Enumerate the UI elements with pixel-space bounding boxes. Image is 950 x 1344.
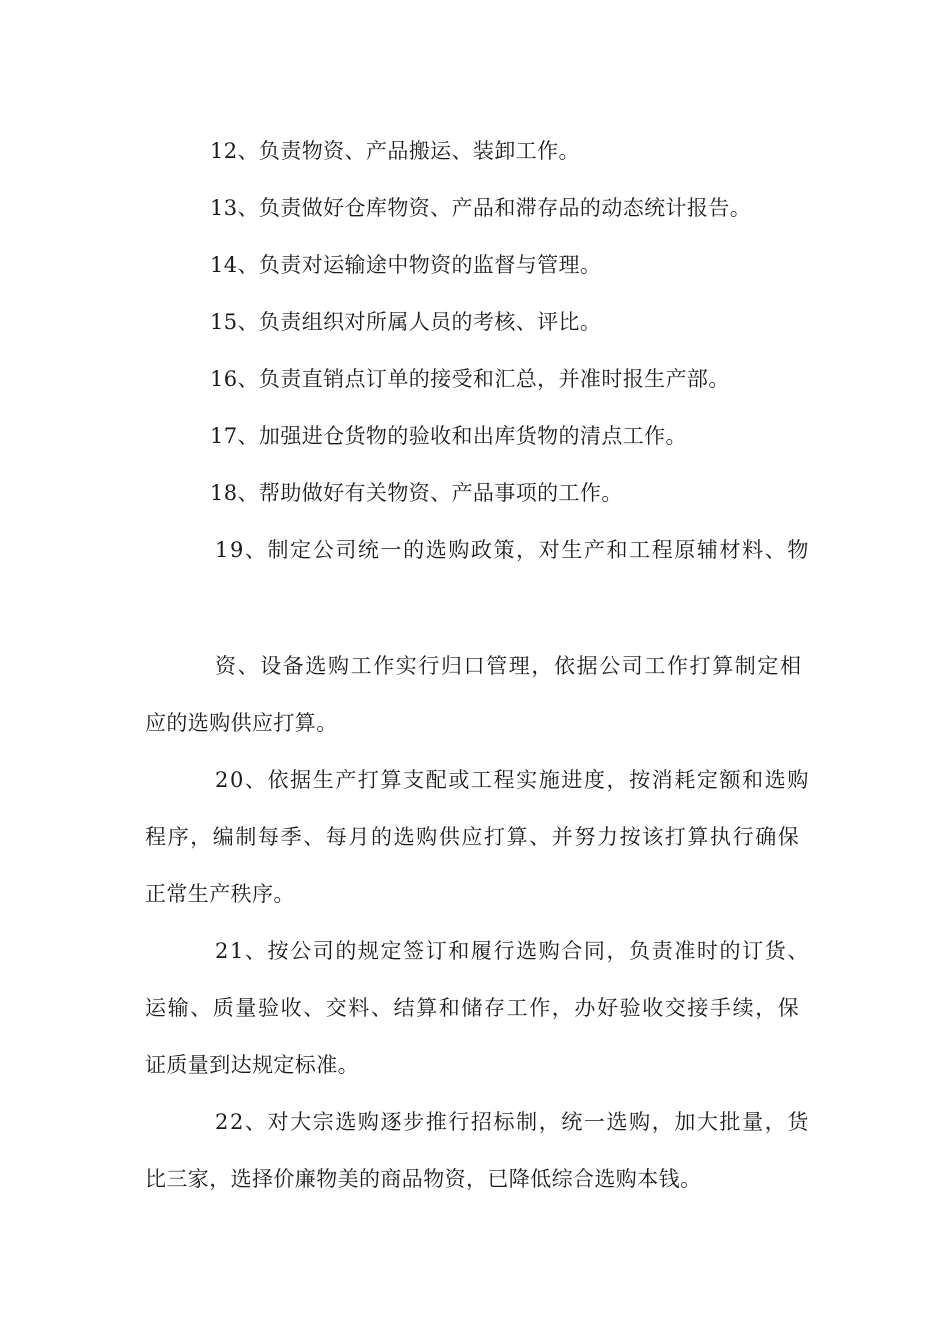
item-13-text: 13、负责做好仓库物资、产品和滞存品的动态统计报告。 (210, 196, 752, 220)
item-22-line-1: 22、对大宗选购逐步推行招标制，统一选购，加大批量，货 (215, 1110, 810, 1134)
item-17-text: 17、加强进仓货物的验收和出库货物的清点工作。 (210, 424, 687, 448)
item-19-line-3: 应的选购供应打算。 (145, 711, 338, 735)
item-14-text: 14、负责对运输途中物资的监督与管理。 (210, 253, 602, 277)
item-22-line-2: 比三家，选择价廉物美的商品物资，已降低综合选购本钱。 (145, 1167, 702, 1191)
item-19-line-2: 资、设备选购工作实行归口管理，依据公司工作打算制定相 (215, 654, 803, 678)
item-21-line-1: 21、按公司的规定签订和履行选购合同，负责准时的订货、 (215, 939, 810, 963)
item-20-line-3: 正常生产秩序。 (145, 882, 295, 906)
item-21-line-3: 证质量到达规定标准。 (145, 1053, 359, 1077)
item-19-line-1: 19、制定公司统一的选购政策，对生产和工程原辅材料、物 (215, 538, 810, 562)
item-20-line-2: 程序，编制每季、每月的选购供应打算、并努力按该打算执行确保 (145, 825, 801, 849)
item-21-line-2: 运输、质量验收、交料、结算和储存工作，办好验收交接手续，保 (145, 996, 801, 1020)
item-20-line-1: 20、依据生产打算支配或工程实施进度，按消耗定额和选购 (215, 768, 810, 792)
item-16-text: 16、负责直销点订单的接受和汇总，并准时报生产部。 (210, 367, 730, 391)
item-12-text: 12、负责物资、产品搬运、装卸工作。 (210, 139, 580, 163)
item-15-text: 15、负责组织对所属人员的考核、评比。 (210, 310, 602, 334)
item-18-text: 18、帮助做好有关物资、产品事项的工作。 (210, 481, 623, 505)
